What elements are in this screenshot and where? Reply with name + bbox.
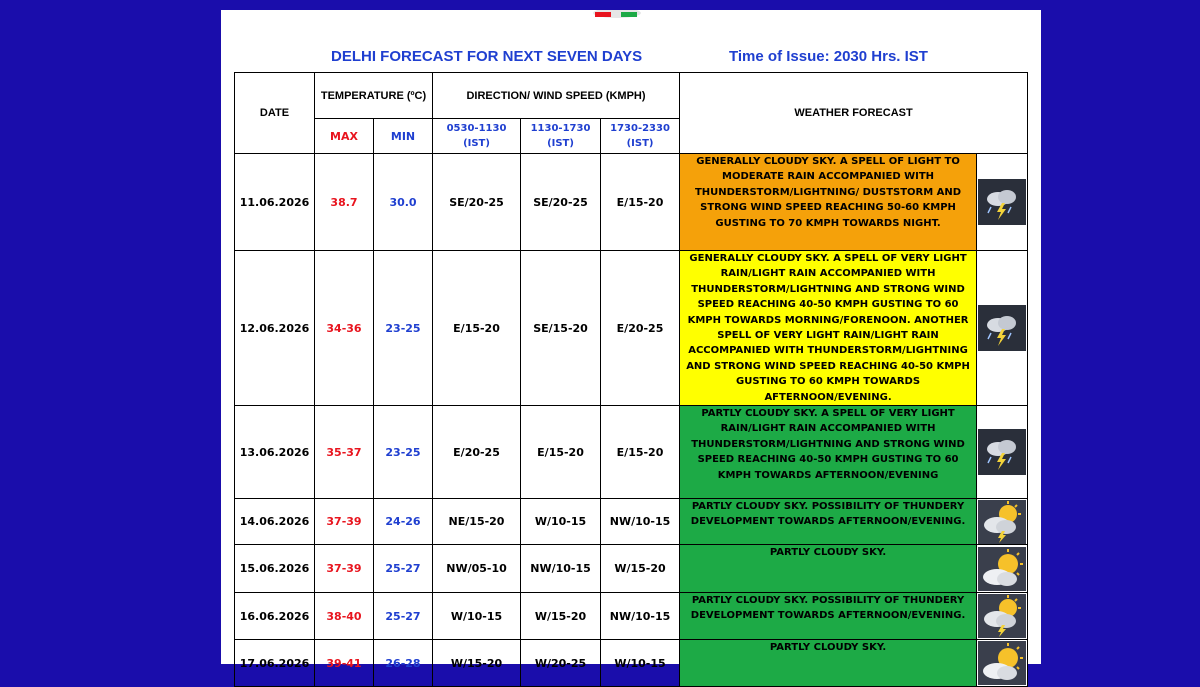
- header-slot-3: 1730-2330 (IST): [601, 119, 680, 154]
- row-max: 38.7: [315, 154, 374, 251]
- row-date: 17.06.2026: [235, 640, 315, 687]
- imd-logo-icon: [591, 10, 643, 20]
- row-min: 24-26: [374, 499, 433, 545]
- sun-cloud-lightning-icon: [978, 500, 1026, 544]
- row-date: 16.06.2026: [235, 593, 315, 640]
- row-wind-3: W/10-15: [601, 640, 680, 687]
- row-max: 35-37: [315, 406, 374, 499]
- row-forecast: PARTLY CLOUDY SKY. A SPELL OF VERY LIGHT RAIN/LIGHT RAIN ACCOMPANIED WITH THUNDERSTORM/LIGHTNING AND STRONG WIND SPEED REACHING 40-50 KMPH GUSTING TO 60 KMPH TOWARDS AFTERNOON/EVENING: [680, 406, 977, 499]
- row-wind-1: NE/15-20: [433, 499, 521, 545]
- row-date: 11.06.2026: [235, 154, 315, 251]
- table-row: [235, 154, 1028, 251]
- forecast-table: [234, 72, 1028, 687]
- row-wind-3: NW/10-15: [601, 593, 680, 640]
- page-title: DELHI FORECAST FOR NEXT SEVEN DAYS: [331, 48, 643, 65]
- row-wind-2: W/20-25: [521, 640, 601, 687]
- partly-cloudy-icon: [978, 641, 1026, 685]
- time-of-issue: Time of Issue: 2030 Hrs. IST: [729, 48, 928, 65]
- row-wind-1: SE/20-25: [433, 154, 521, 251]
- row-min: 30.0: [374, 154, 433, 251]
- table-row: [235, 499, 1028, 545]
- row-wind-3: E/15-20: [601, 154, 680, 251]
- row-wind-2: E/15-20: [521, 406, 601, 499]
- row-max: 34-36: [315, 251, 374, 406]
- row-wind-1: NW/05-10: [433, 545, 521, 593]
- row-wind-3: W/15-20: [601, 545, 680, 593]
- table-row: [235, 593, 1028, 640]
- row-min: 25-27: [374, 593, 433, 640]
- header-slot-2: 1130-1730 (IST): [521, 119, 601, 154]
- header-weather-forecast: WEATHER FORECAST: [680, 73, 1028, 154]
- forecast-sheet: [221, 10, 1041, 670]
- thunderstorm-icon: [978, 179, 1026, 225]
- header-temperature: TEMPERATURE (ºC): [315, 73, 433, 119]
- row-date: 13.06.2026: [235, 406, 315, 499]
- row-wind-2: NW/10-15: [521, 545, 601, 593]
- header-wind: DIRECTION/ WIND SPEED (KMPH): [433, 73, 680, 119]
- row-min: 23-25: [374, 251, 433, 406]
- row-wind-3: NW/10-15: [601, 499, 680, 545]
- header-date: DATE: [235, 73, 315, 154]
- row-wind-1: E/20-25: [433, 406, 521, 499]
- thunderstorm-icon: [978, 305, 1026, 351]
- row-icon-cell: [977, 545, 1028, 593]
- row-wind-2: SE/15-20: [521, 251, 601, 406]
- row-wind-2: SE/20-25: [521, 154, 601, 251]
- table-row: [235, 545, 1028, 593]
- row-icon-cell: [977, 499, 1028, 545]
- row-date: 15.06.2026: [235, 545, 315, 593]
- row-icon-cell: [977, 593, 1028, 640]
- row-wind-1: W/15-20: [433, 640, 521, 687]
- row-icon-cell: [977, 251, 1028, 406]
- header-max: MAX: [315, 119, 374, 154]
- row-wind-3: E/20-25: [601, 251, 680, 406]
- row-forecast: PARTLY CLOUDY SKY. POSSIBILITY OF THUNDERY DEVELOPMENT TOWARDS AFTERNOON/EVENING.: [680, 499, 977, 545]
- row-max: 38-40: [315, 593, 374, 640]
- row-forecast: PARTLY CLOUDY SKY.: [680, 640, 977, 687]
- row-wind-1: W/10-15: [433, 593, 521, 640]
- row-max: 37-39: [315, 499, 374, 545]
- row-forecast: PARTLY CLOUDY SKY.: [680, 545, 977, 593]
- row-wind-1: E/15-20: [433, 251, 521, 406]
- sun-cloud-lightning-icon: [978, 594, 1026, 638]
- thunderstorm-icon: [978, 429, 1026, 475]
- row-min: 23-25: [374, 406, 433, 499]
- row-forecast: GENERALLY CLOUDY SKY. A SPELL OF LIGHT TO MODERATE RAIN ACCOMPANIED WITH THUNDERSTORM/LIGHTNING/ DUSTSTORM AND STRONG WIND SPEED REACHING 50-60 KMPH GUSTING TO 70 KMPH TOWARDS NIGHT.: [680, 154, 977, 251]
- row-wind-2: W/15-20: [521, 593, 601, 640]
- row-wind-3: E/15-20: [601, 406, 680, 499]
- row-forecast: PARTLY CLOUDY SKY. POSSIBILITY OF THUNDERY DEVELOPMENT TOWARDS AFTERNOON/EVENING.: [680, 593, 977, 640]
- row-icon-cell: [977, 406, 1028, 499]
- row-min: 26-28: [374, 640, 433, 687]
- row-icon-cell: [977, 154, 1028, 251]
- table-row: [235, 251, 1028, 406]
- row-max: 37-39: [315, 545, 374, 593]
- row-forecast: GENERALLY CLOUDY SKY. A SPELL OF VERY LIGHT RAIN/LIGHT RAIN ACCOMPANIED WITH THUNDERSTORM/LIGHTNING AND STRONG WIND SPEED REACHING 40-50 KMPH GUSTING TO 60 KMPH TOWARDS MORNING/FORENOON. ANOTHER SPELL OF VERY LIGHT RAIN/LIGHT RAIN ACCOMPANIED WITH THUNDERSTORM/LIGHTNING AND STRONG WIND SPEED REACHING 40-50 KMPH GUSTING TO 60 KMPH TOWARDS AFTERNOON/EVENING.: [680, 251, 977, 406]
- header-slot-1: 0530-1130 (IST): [433, 119, 521, 154]
- row-date: 12.06.2026: [235, 251, 315, 406]
- header-min: MIN: [374, 119, 433, 154]
- partly-cloudy-icon: [978, 547, 1026, 591]
- table-row: [235, 406, 1028, 499]
- row-max: 39-41: [315, 640, 374, 687]
- row-wind-2: W/10-15: [521, 499, 601, 545]
- row-min: 25-27: [374, 545, 433, 593]
- row-date: 14.06.2026: [235, 499, 315, 545]
- row-icon-cell: [977, 640, 1028, 687]
- table-row: [235, 640, 1028, 687]
